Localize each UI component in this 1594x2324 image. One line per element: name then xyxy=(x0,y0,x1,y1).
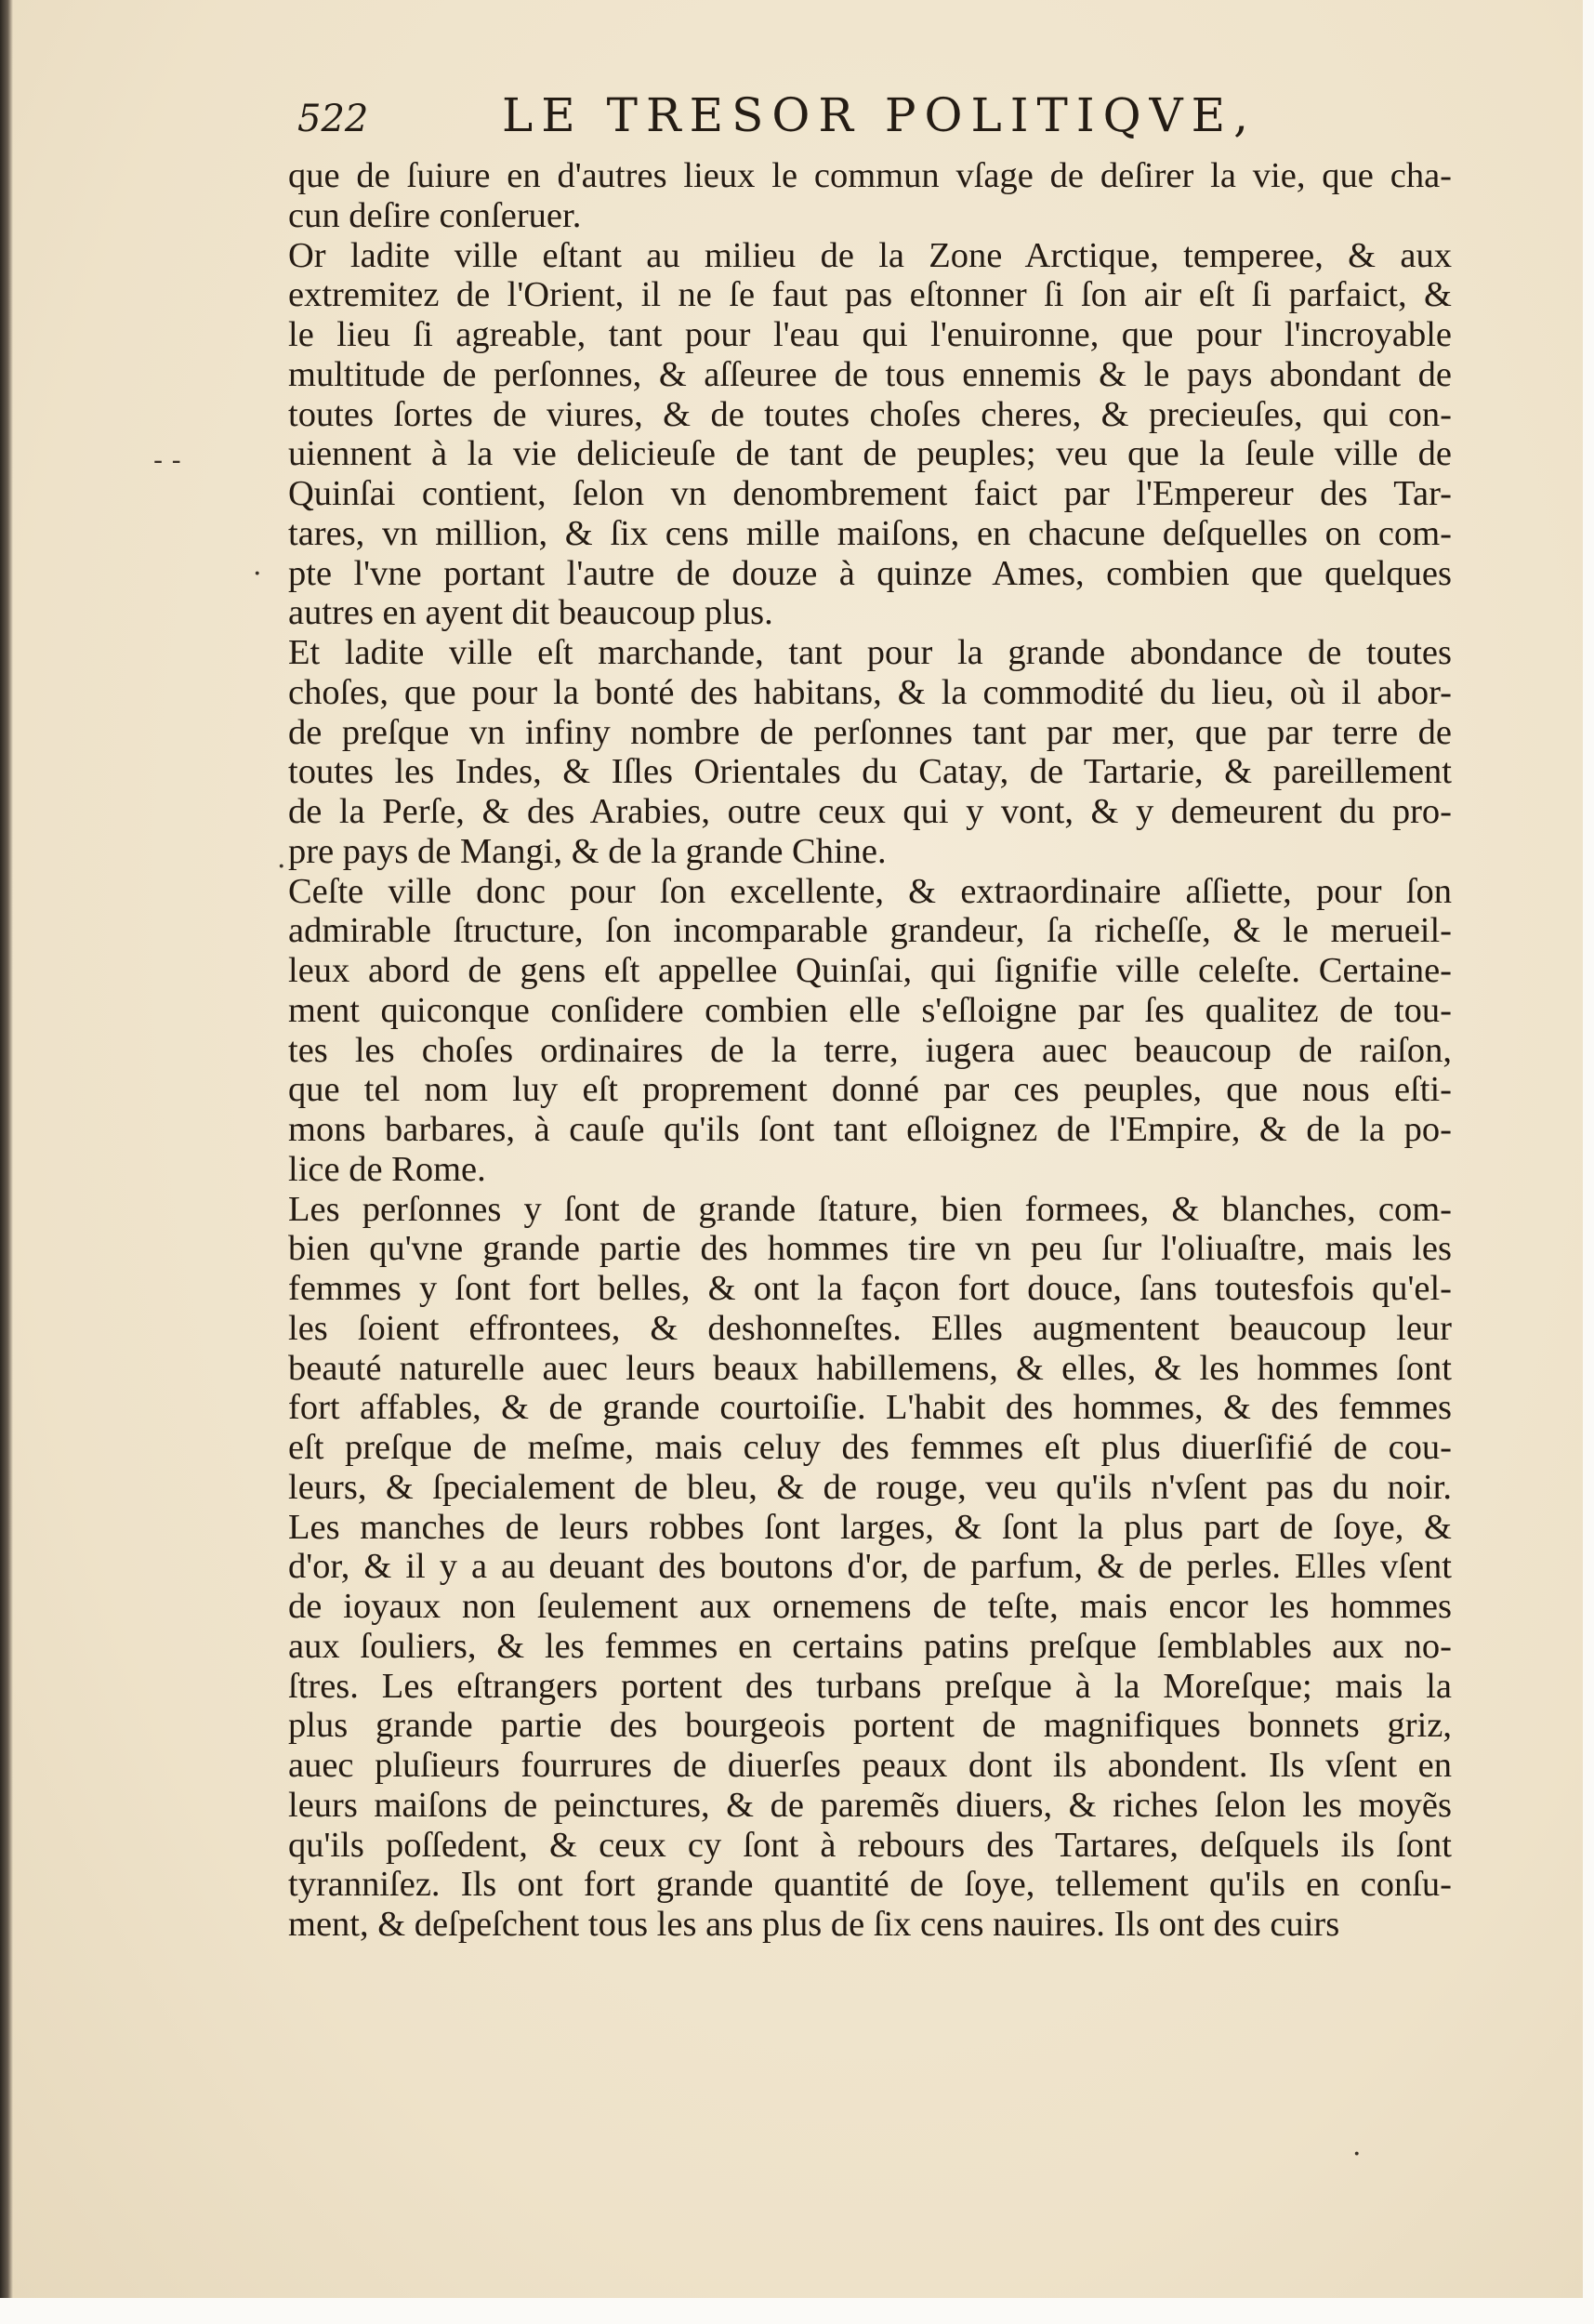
text-line: tyranniſez. Ils ont fort grande quantité de ſoye, tellement qu'ils en conſu- xyxy=(288,1865,1452,1905)
text-line: femmes y ſont fort belles, & ont la façon fort douce, ſans toutesfois qu'el- xyxy=(288,1269,1452,1308)
body-text xyxy=(288,156,1452,1945)
text-line: autres en ayent dit beaucoup plus. xyxy=(288,593,773,633)
text-line: cun deſire conſeruer. xyxy=(288,195,582,235)
text-line: que de ſuiure en d'autres lieux le commun vſage de deſirer la vie, que cha- xyxy=(288,156,1452,195)
text-line: que tel nom luy eſt proprement donné par ces peuples, que nous eſti- xyxy=(288,1070,1452,1110)
text-line: eſt preſque de meſme, mais celuy des femmes eſt plus diuerſifié de cou- xyxy=(288,1428,1452,1467)
text-line: mons barbares, à cauſe qu'ils ſont tant eſloignez de l'Empire, & de la po- xyxy=(288,1110,1452,1149)
text-line: ment, & deſpeſchent tous les ans plus de ſix cens nauires. Ils ont des cuirs xyxy=(288,1905,1340,1944)
text-line: de ioyaux non ſeulement aux ornemens de teſte, mais encor les hommes xyxy=(288,1587,1452,1626)
text-line: Et ladite ville eſt marchande, tant pour la grande abondance de toutes xyxy=(288,633,1452,672)
text-line: plus grande partie des bourgeois portent de magnifiques bonnets griz, xyxy=(288,1706,1452,1746)
text-line: pte l'vne portant l'autre de douze à quinze Ames, combien que quelques xyxy=(288,553,1452,593)
text-line: extremitez de l'Orient, il ne ſe faut pas eſtonner ſi ſon air eſt ſi parfaict, & xyxy=(288,275,1452,315)
running-title: LE TRESOR POLITIQVE, xyxy=(502,88,1258,142)
running-head xyxy=(297,88,1469,153)
text-line: beauté naturelle auec leurs beaux habillemens, & elles, & les hommes ſont xyxy=(288,1348,1452,1388)
text-line: uiennent à la vie delicieuſe de tant de peuples; veu que la ſeule ville de xyxy=(288,434,1452,474)
text-line: tes les choſes ordinaires de la terre, iugera auec beaucoup de raiſon, xyxy=(288,1030,1452,1070)
text-line: Quinſai contient, ſelon vn denombrement faict par l'Empereur des Tar- xyxy=(288,474,1452,513)
text-line: Ceſte ville donc pour ſon excellente, & extraordinaire aſſiette, pour ſon xyxy=(288,871,1452,911)
text-line: qu'ils poſſedent, & ceux cy ſont à rebours des Tartares, deſquels ils ſont xyxy=(288,1825,1452,1865)
text-line: ment quiconque conſidere combien elle s'eſloigne par ſes qualitez de tou- xyxy=(288,990,1452,1030)
margin-dot: · xyxy=(253,558,262,590)
text-line: les ſoient effrontees, & deshonneſtes. Elles augmentent beaucoup leur xyxy=(288,1308,1452,1348)
text-line: ſtres. Les eſtrangers portent des turbans preſque à la Moreſque; mais la xyxy=(288,1666,1452,1706)
text-line: bien qu'vne grande partie des hommes tire vn peu ſur l'oliuaſtre, mais les xyxy=(288,1229,1452,1269)
binding-shadow xyxy=(0,0,13,2298)
margin-dot: · xyxy=(277,851,286,883)
margin-dash: ‐ ‐ xyxy=(153,444,181,477)
text-line: toutes ſortes de viures, & de toutes choſes cheres, & precieuſes, qui con- xyxy=(288,394,1452,434)
text-line: admirable ſtructure, ſon incomparable grandeur, ſa richeſſe, & le merueil- xyxy=(288,911,1452,951)
text-line: multitude de perſonnes, & aſſeuree de tous ennemis & le pays abondant de xyxy=(288,354,1452,394)
text-line: tares, vn million, & ſix cens mille maiſons, en chacune deſquelles on com- xyxy=(288,513,1452,553)
text-line: leurs, & ſpecialement de bleu, & de rouge, veu qu'ils n'vſent pas du noir. xyxy=(288,1467,1452,1507)
text-line: Or ladite ville eſtant au milieu de la Zone Arctique, temperee, & aux xyxy=(288,235,1452,275)
text-line: toutes les Indes, & Iſles Orientales du Catay, de Tartarie, & pareillement xyxy=(288,752,1452,792)
page-number: 522 xyxy=(297,98,369,140)
text-line: d'or, & il y a au deuant des boutons d'or, de parfum, & de perles. Elles vſent xyxy=(288,1547,1452,1587)
text-line: pre pays de Mangi, & de la grande Chine. xyxy=(288,831,887,871)
text-line: Les manches de leurs robbes ſont larges, & ſont la plus part de ſoye, & xyxy=(288,1507,1452,1547)
text-line: aux ſouliers, & les femmes en certains patins preſque ſemblables aux no- xyxy=(288,1626,1452,1666)
text-line: lice de Rome. xyxy=(288,1149,486,1189)
page-edge xyxy=(1583,0,1594,2298)
text-line: le lieu ſi agreable, tant pour l'eau qui l'enuironne, que pour l'incroyable xyxy=(288,315,1452,354)
text-line: auec pluſieurs fourrures de diuerſes peaux dont ils abondent. Ils vſent en xyxy=(288,1746,1452,1785)
margin-dot: · xyxy=(1352,2138,1362,2171)
text-line: choſes, que pour la bonté des habitans, & la commodité du lieu, où il abor- xyxy=(288,672,1452,712)
text-line: fort affables, & de grande courtoiſie. L'habit des hommes, & des femmes xyxy=(288,1388,1452,1428)
text-line: de preſque vn infiny nombre de perſonnes tant par mer, que par terre de xyxy=(288,712,1452,752)
text-line: Les perſonnes y ſont de grande ſtature, bien formees, & blanches, com- xyxy=(288,1189,1452,1229)
text-line: leurs maiſons de peinctures, & de paremẽs diuers, & riches ſelon les moyẽs xyxy=(288,1785,1452,1825)
text-line: de la Perſe, & des Arabies, outre ceux qui y vont, & y demeurent du pro- xyxy=(288,792,1452,831)
text-line: leux abord de gens eſt appellee Quinſai, qui ſignifie ville celeſte. Certaine- xyxy=(288,951,1452,990)
